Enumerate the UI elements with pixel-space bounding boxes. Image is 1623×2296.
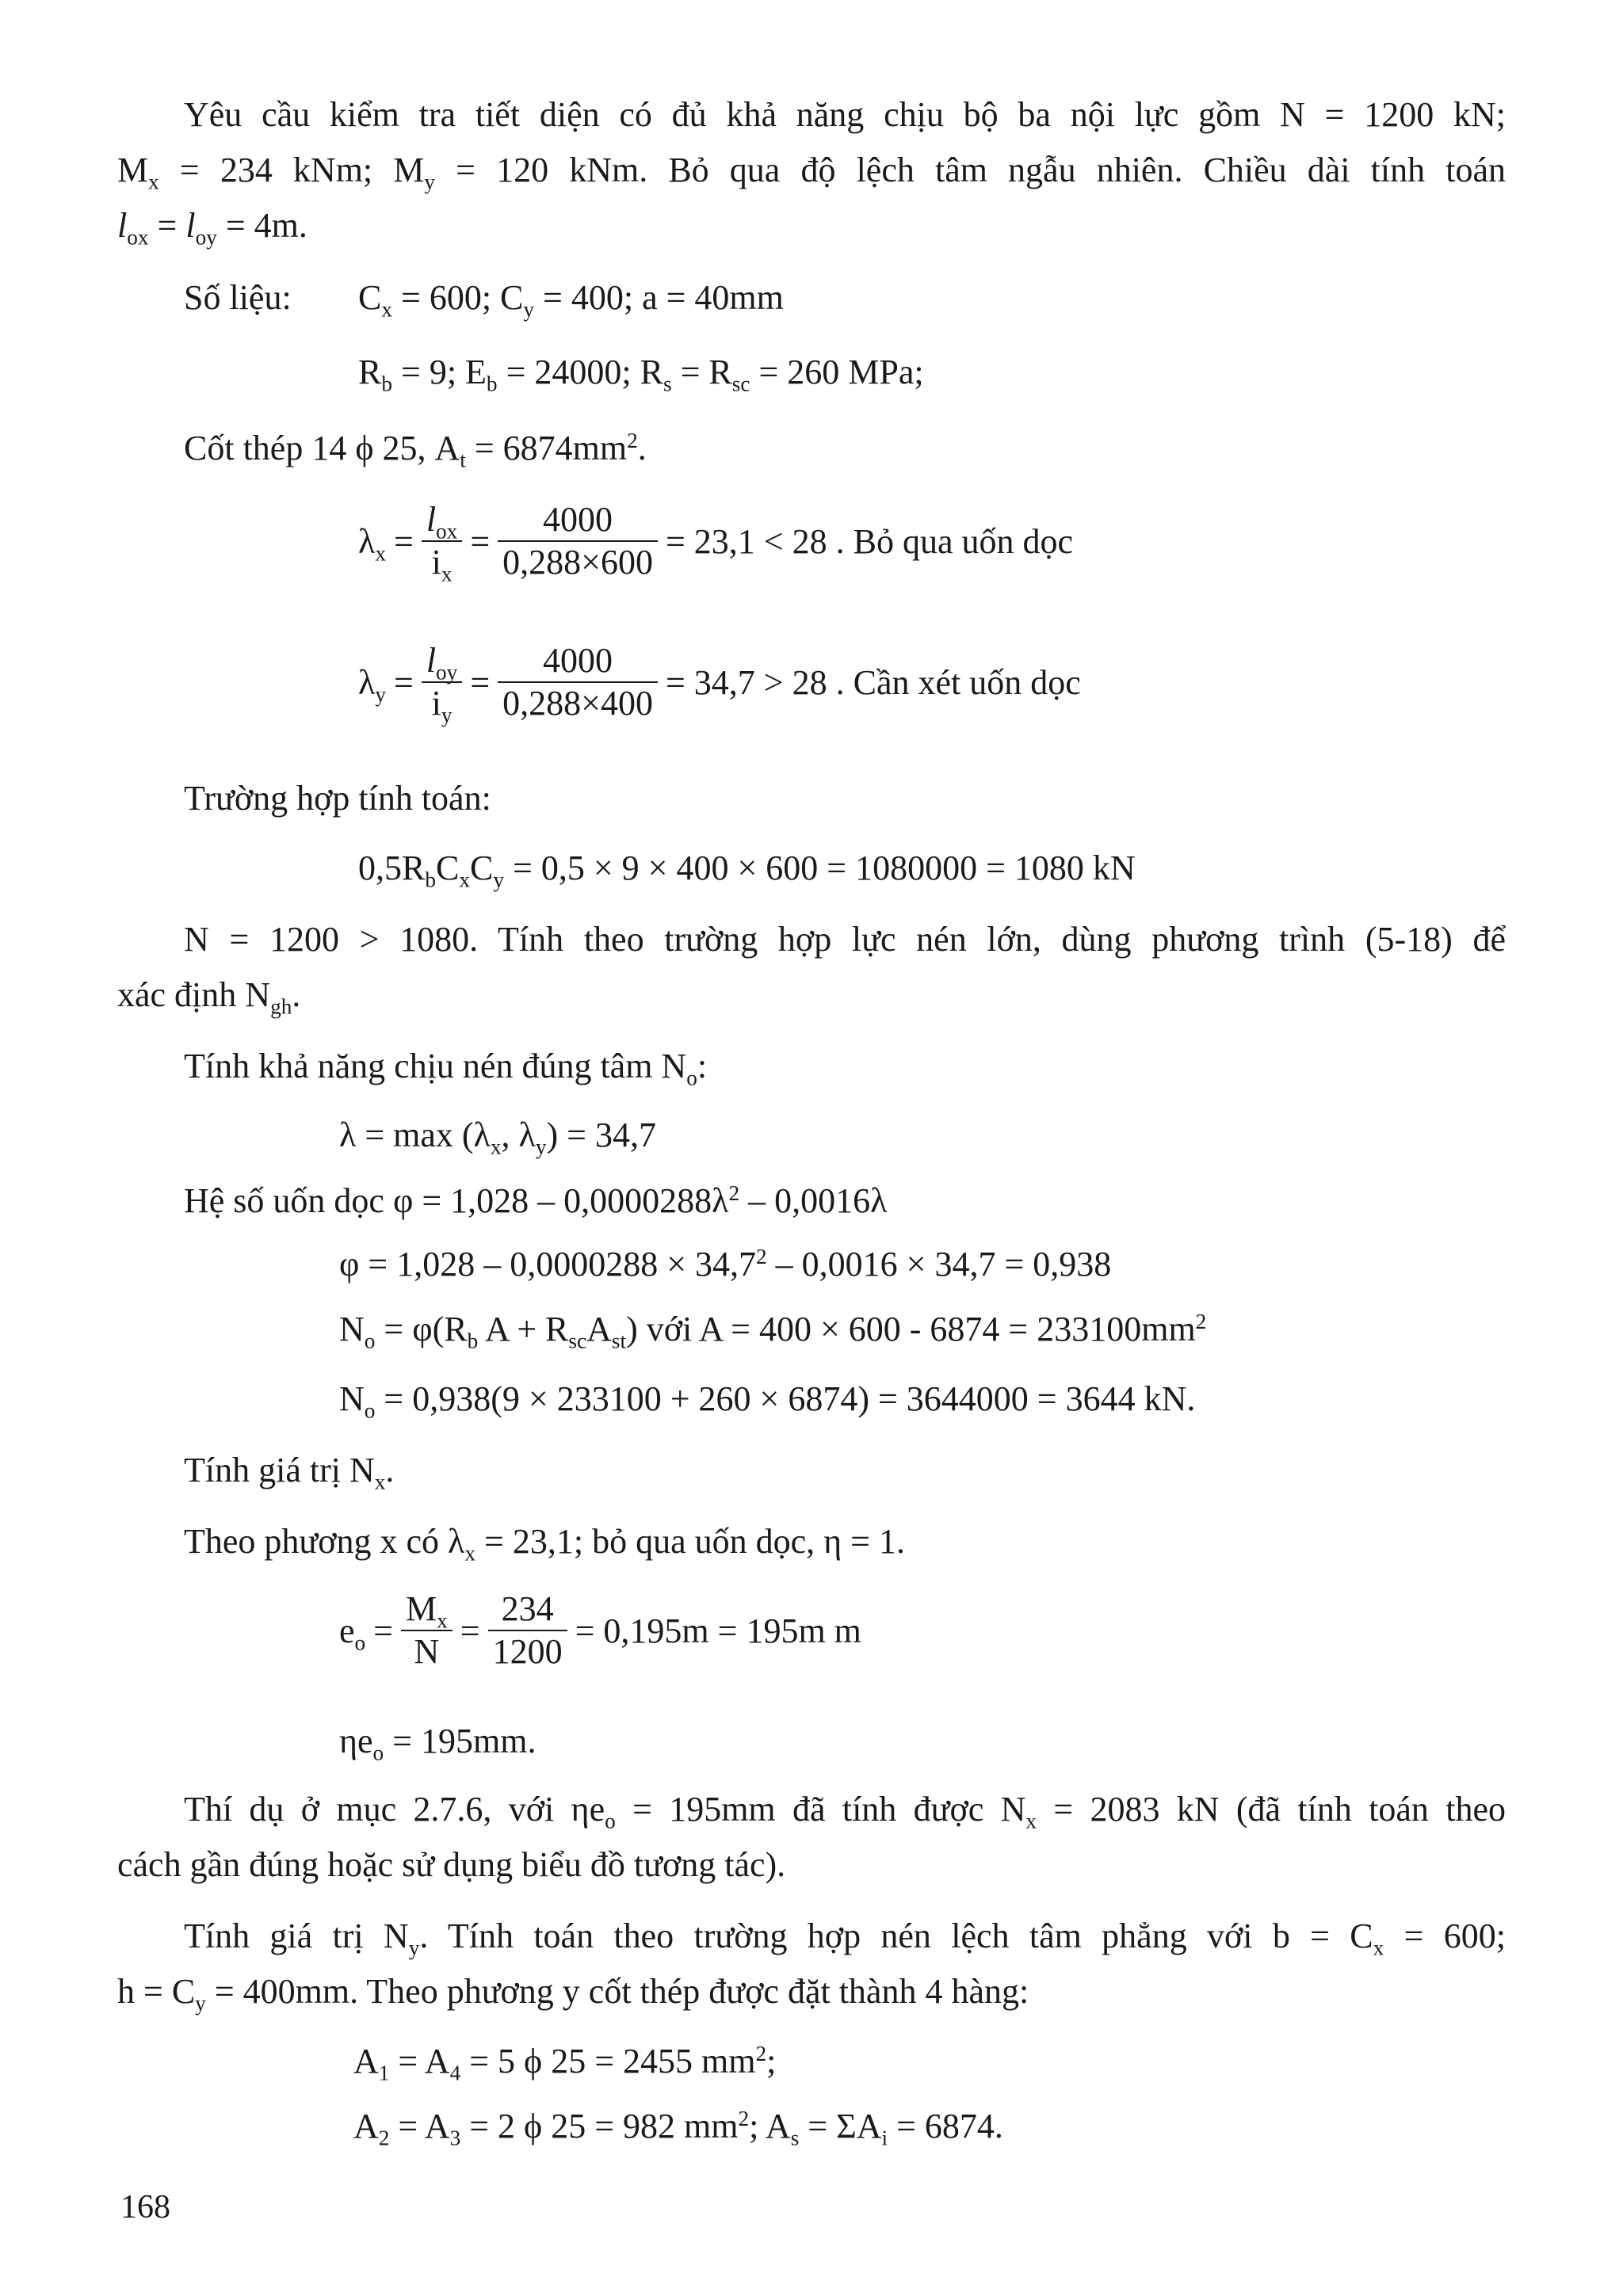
data-row-1: $C_x = 600$; $C_y = 400$; a = 40mm [358, 278, 784, 322]
intro-line-2: $M_x = 234$ kNm; $M_y = 120$ kNm. Bỏ qua độ lệch tâm ngẫu nhiên. Chiều dài tính toán [117, 151, 1506, 194]
lambda-x-lhs: $\lambda_x$ [358, 521, 386, 566]
lambda-x-fraction-2: $\frac{4000}{0,288\times 600}$ [498, 499, 658, 583]
no-calc-line: $N_o = 0,938(9 \times 233100 + 260 \times 6874) = 3644000 = 3644$ kN. [339, 1379, 1196, 1423]
case-paragraph-line-1: N = 1200 > 1080. Tính theo trường hợp lực nén lớn, dùng phương trình (5-18) để [184, 920, 1506, 959]
phi-calc-line: $\varphi = 1,028 - 0,0000288 \times 34,7^2 - 0,0016 \times 34,7 = 0,938$ [339, 1245, 1112, 1283]
eo-fraction-2: $\frac{234}{1200}$ [488, 1589, 567, 1672]
data-row-2: $R_b = 9$; $E_b = 24000$; $R_s = R_{sc} = 260$ MPa; [358, 353, 924, 396]
phi-label-line: Hệ số uốn dọc $\varphi = 1,028 - 0,0000288\lambda^2 - 0,0016\lambda$ [184, 1181, 888, 1220]
a1-a4-line: $A_1 = A_4 = 5$ ϕ 25 = 2455 $mm^2$; [353, 2042, 777, 2085]
intro-line-3: $l_{ox} = l_{oy} = 4m$. [117, 206, 307, 250]
ny-paragraph-line-1: Tính giá trị $N_y$. Tính toán theo trường hợp nén lệch tâm phẳng với $b = C_x = 600$; [184, 1917, 1506, 1960]
eo-lhs: $e_o$ [339, 1611, 366, 1655]
example-line-1: Thí dụ ở mục 2.7.6, với $\eta e_o = 195mm$ đã tính được $N_x = 2083$ kN (đã tính toán theo [184, 1790, 1506, 1833]
case-label: Trường hợp tính toán: [184, 779, 491, 818]
nx-direction-line: Theo phương x có $\lambda_x = 23,1$; bỏ qua uốn dọc, η = 1. [184, 1522, 905, 1566]
data-label: Số liệu: [184, 278, 292, 317]
lambda-y-fraction-1: $\frac{l_{oy}}{i_y}$ [422, 640, 463, 724]
no-label: Tính khả năng chịu nén đúng tâm $N_o$: [184, 1047, 708, 1090]
lambda-y-fraction-2: $\frac{4000}{0,288\times 400}$ [498, 640, 658, 724]
page-number: 168 [120, 2189, 170, 2225]
lambda-y-equation: $\lambda_y$ = $\frac{l_{oy}}{i_y}$ = $\frac{4000}{0,288\times 400}$ = 34,7 > 28 . Cần xét uốn dọc [358, 641, 1081, 727]
case-paragraph-line-2: xác định $N_{gh}$. [117, 975, 301, 1019]
no-formula-line: $N_o = \varphi(R_b$ $A + R_{sc}A_{st}$) với $A = 400 \times 600 - 6874 = 233100mm^2$ [339, 1310, 1207, 1353]
intro-line-1: Yêu cầu kiểm tra tiết diện có đủ khả năng chịu bộ ba nội lực gồm N = 1200 kN; [184, 95, 1506, 134]
lambda-max-line: $\lambda = \max (\lambda_x$, $\lambda_y) = 34,7$ [339, 1116, 656, 1159]
case-formula: $0,5R_bC_xC_y = 0,5 \times 9 \times 400 \times 600 = 1080000 = 1080$ kN [358, 849, 1136, 892]
eo-equation: $e_o$ = $\frac{M_x}{N}$ = $\frac{234}{1200}$ = 0,195m = 195m m [339, 1589, 861, 1671]
lambda-x-fraction-1: $\frac{l_{ox}}{i_x}$ [422, 499, 463, 583]
lambda-y-lhs: $\lambda_y$ [358, 662, 386, 707]
steel-line: Cốt thép 14 ϕ 25, $A_t = 6874mm^2$. [184, 429, 647, 472]
example-line-2: cách gần đúng hoặc sử dụng biểu đồ tương tác). [117, 1845, 786, 1884]
eta-eo-line: $\eta e_o = 195mm$. [339, 1722, 537, 1765]
a2-a3-line: $A_2 = A_3 = 2$ ϕ 25 = 982 $mm^2$; $A_s = \Sigma A_i = 6874$. [353, 2107, 1003, 2150]
lambda-x-equation: $\lambda_x$ = $\frac{l_{ox}}{i_x}$ = $\frac{4000}{0,288\times 600}$ = 23,1 < 28 . Bỏ qua uốn dọc [358, 500, 1074, 586]
nx-label: Tính giá trị $N_x$. [184, 1451, 395, 1494]
ny-paragraph-line-2: $h = C_y = 400mm$. Theo phương y cốt thép được đặt thành 4 hàng: [117, 1972, 1029, 2016]
eo-fraction-1: $\frac{M_x}{N}$ [401, 1589, 453, 1672]
